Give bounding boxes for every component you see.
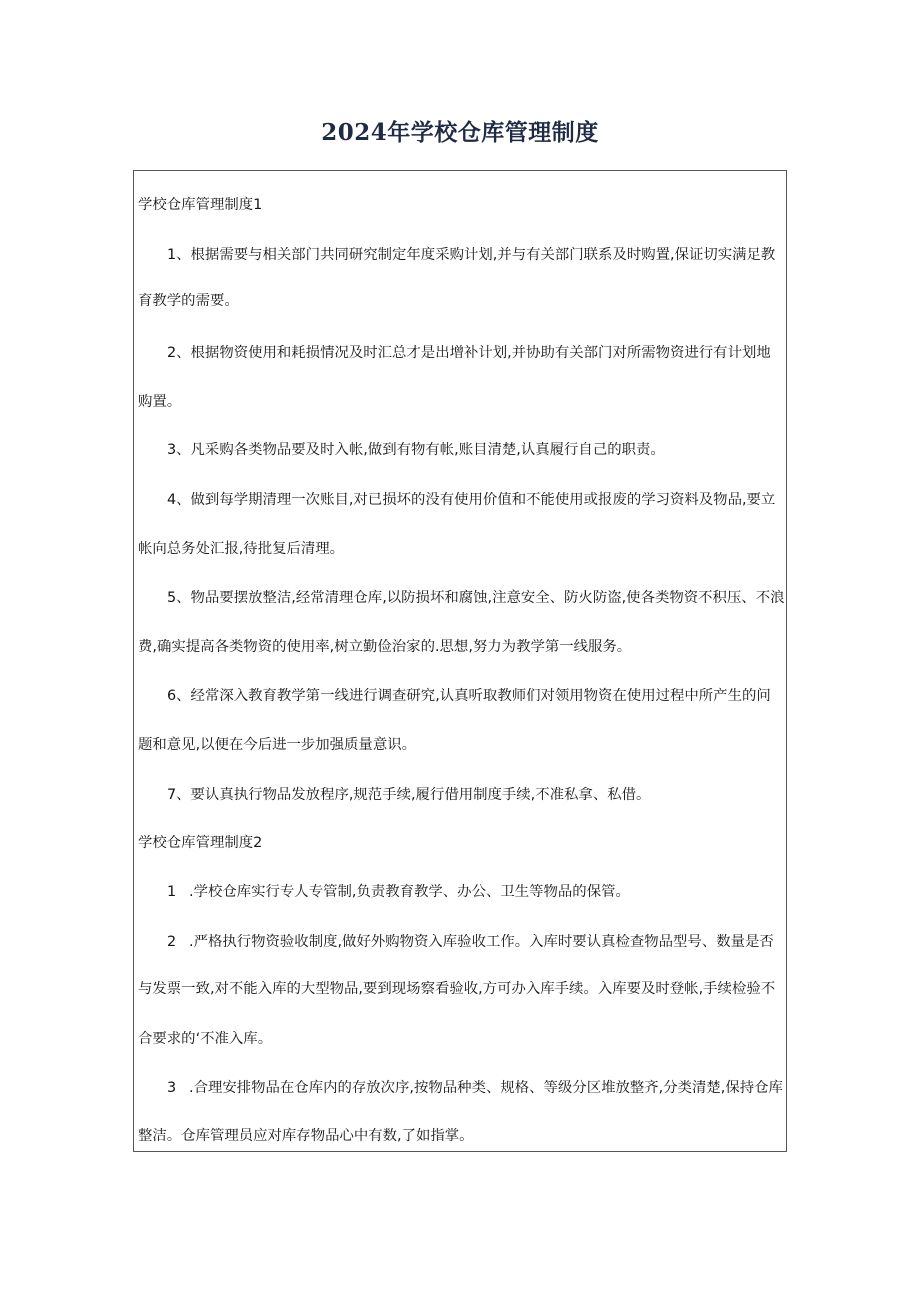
section2-heading: 学校仓库管理制度2 (138, 835, 263, 851)
paragraph-line: 育教学的需要。 (138, 293, 239, 309)
item-number: 1 (167, 884, 177, 900)
paragraph-line: 6、经常深入教育教学第一线进行调查研究,认真听取教师们对领用物资在使用过程中所产生的问 (167, 688, 771, 704)
paragraph-line: 4、做到每学期清理一次账目,对已损坏的没有使用价值和不能使用或报废的学习资料及物品,要立 (167, 492, 776, 508)
paragraph-line: 1、根据需要与相关部门共同研究制定年度采购计划,并与有关部门联系及时购置,保证切实满足教 (167, 247, 776, 263)
item-text: .合理安排物品在仓库内的存放次序,按物品种类、规格、等级分区堆放整齐,分类清楚,保持仓库 (189, 1080, 783, 1096)
paragraph-line: 与发票一致,对不能入库的大型物品,要到现场察看验收,方可办入库手续。入库要及时登帐,手续检验不 (138, 981, 776, 997)
item-text: .学校仓库实行专人专管制,负责教育教学、办公、卫生等物品的保管。 (189, 884, 630, 900)
list-item (167, 931, 784, 953)
document-title: 2024年学校仓库管理制度 (321, 119, 599, 146)
paragraph-line: 购置。 (138, 394, 182, 410)
list-item (167, 1077, 784, 1099)
paragraph-line: 整洁。仓库管理员应对库存物品心中有数,了如指掌。 (138, 1128, 474, 1144)
paragraph-line: 帐向总务处汇报,待批复后清理。 (138, 541, 345, 557)
paragraph-line: 2、根据物资使用和耗损情况及时汇总才是出增补计划,并协助有关部门对所需物资进行有计划地 (167, 345, 771, 361)
item-number: 3 (167, 1080, 177, 1096)
paragraph-line: 5、物品要摆放整洁,经常清理仓库,以防损坏和腐蚀,注意安全、防火防盗,使各类物资不积压、不浪 (167, 590, 784, 606)
paragraph-line: 3、凡采购各类物品要及时入帐,做到有物有帐,账目清楚,认真履行自己的职责。 (167, 442, 665, 458)
content-box (133, 170, 787, 1152)
paragraph-line: 题和意见,以便在今后进一步加强质量意识。 (138, 737, 416, 753)
item-text: .严格执行物资验收制度,做好外购物资入库验收工作。入库时要认真检查物品型号、数量是否 (189, 934, 774, 950)
paragraph-line: 7、要认真执行物品发放程序,规范手续,履行借用制度手续,不准私拿、私借。 (167, 787, 651, 803)
list-item (167, 881, 784, 903)
section1-heading: 学校仓库管理制度1 (138, 197, 263, 213)
paragraph-line: 合要求的‘不准入库。 (138, 1031, 273, 1047)
item-number: 2 (167, 934, 177, 950)
paragraph-line: 费,确实提高各类物资的使用率,树立勤俭治家的.思想,努力为教学第一线服务。 (138, 639, 632, 655)
